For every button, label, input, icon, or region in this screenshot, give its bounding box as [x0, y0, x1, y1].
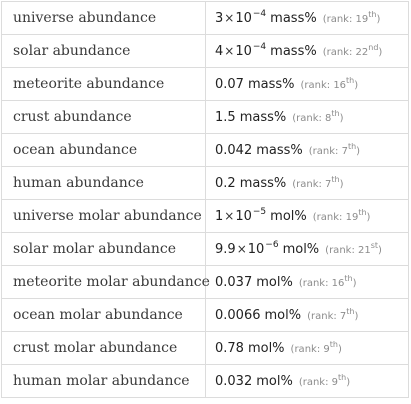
value-unit: mass% — [256, 142, 303, 158]
property-value — [206, 365, 409, 398]
rank-prefix: (rank: — [325, 244, 358, 256]
times-symbol: × — [236, 241, 247, 256]
rank-suffix: ) — [337, 343, 342, 355]
value-number: 0.78 — [215, 340, 244, 356]
value-exponent: −4 — [252, 8, 267, 19]
rank-number: 7 — [341, 145, 348, 157]
rank-number: 9 — [331, 376, 339, 388]
value-exponent: −6 — [265, 239, 279, 250]
rank-prefix: (rank: — [290, 343, 324, 355]
rank-number: 7 — [325, 178, 332, 190]
rank-annotation — [307, 306, 359, 322]
property-value — [206, 68, 409, 101]
table-row — [2, 266, 409, 299]
value-number: 0.042 — [215, 142, 253, 158]
rank-annotation — [322, 9, 381, 25]
property-value — [206, 200, 409, 233]
rank-number: 22 — [355, 46, 369, 58]
times-symbol: × — [224, 43, 235, 58]
property-value — [206, 299, 409, 332]
value-mantissa: 3 — [215, 10, 224, 26]
value-unit: mass% — [239, 175, 287, 191]
times-symbol: × — [224, 208, 235, 223]
rank-suffix: ) — [339, 178, 344, 190]
rank-annotation — [292, 108, 344, 124]
value-number: 0.2 — [215, 175, 236, 191]
rank-prefix: (rank: — [300, 79, 334, 91]
rank-ordinal: th — [331, 174, 340, 184]
rank-ordinal: th — [331, 108, 340, 118]
table-row — [2, 101, 409, 134]
table-row — [2, 134, 409, 167]
rank-prefix: (rank: — [292, 112, 326, 124]
property-value — [206, 266, 409, 299]
table-row — [2, 167, 409, 200]
rank-suffix: ) — [339, 112, 344, 124]
property-label: crust abundance — [2, 101, 206, 134]
property-value — [206, 233, 409, 266]
rank-suffix: ) — [354, 79, 359, 91]
property-value — [206, 35, 409, 68]
property-value — [206, 332, 409, 365]
rank-suffix: ) — [356, 145, 361, 157]
value-exponent: −5 — [252, 206, 267, 217]
rank-ordinal: th — [358, 207, 367, 217]
rank-ordinal: th — [368, 9, 377, 19]
property-label: universe molar abundance — [2, 200, 206, 233]
property-label: human abundance — [2, 167, 206, 200]
rank-annotation — [308, 141, 361, 157]
property-value — [206, 2, 409, 35]
rank-annotation — [322, 42, 383, 58]
rank-ordinal: th — [347, 141, 357, 151]
property-value — [206, 134, 409, 167]
rank-suffix: ) — [378, 244, 382, 256]
value-base: 10 — [235, 43, 252, 59]
property-label: human molar abundance — [2, 365, 206, 398]
rank-annotation — [298, 273, 357, 289]
property-label: solar abundance — [2, 35, 206, 68]
value-exponent: −4 — [252, 41, 267, 52]
value-unit: mass% — [270, 43, 317, 59]
property-value — [206, 101, 409, 134]
rank-ordinal: nd — [368, 42, 379, 52]
rank-annotation — [292, 174, 344, 190]
rank-annotation — [312, 207, 371, 223]
value-unit: mol% — [256, 373, 293, 389]
table-row — [2, 332, 409, 365]
rank-suffix: ) — [354, 310, 359, 322]
rank-suffix: ) — [378, 46, 383, 58]
value-unit: mass% — [247, 76, 295, 92]
table-row — [2, 35, 409, 68]
value-unit: mol% — [270, 208, 307, 224]
rank-prefix: (rank: — [298, 376, 332, 388]
rank-annotation — [325, 240, 382, 256]
value-unit: mol% — [264, 307, 302, 323]
rank-number: 19 — [345, 211, 359, 223]
table-row — [2, 68, 409, 101]
table-row — [2, 299, 409, 332]
rank-prefix: (rank: — [292, 178, 326, 190]
value-unit: mol% — [256, 274, 293, 290]
rank-annotation — [290, 339, 342, 355]
property-label: universe abundance — [2, 2, 206, 35]
rank-number: 9 — [323, 343, 330, 355]
value-mantissa: 1 — [215, 208, 224, 224]
rank-suffix: ) — [346, 376, 351, 388]
rank-ordinal: th — [344, 273, 353, 283]
rank-prefix: (rank: — [298, 277, 332, 289]
abundance-table-body — [2, 2, 409, 398]
table-row — [2, 2, 409, 35]
rank-ordinal: th — [329, 339, 338, 349]
rank-number: 7 — [339, 310, 347, 322]
property-label: meteorite abundance — [2, 68, 206, 101]
value-unit: mass% — [270, 10, 317, 26]
rank-suffix: ) — [366, 211, 371, 223]
rank-prefix: (rank: — [312, 211, 346, 223]
property-label: ocean molar abundance — [2, 299, 206, 332]
value-number: 0.0066 — [215, 307, 261, 323]
rank-suffix: ) — [376, 13, 381, 25]
abundance-table — [1, 1, 409, 398]
rank-ordinal: th — [346, 306, 355, 316]
rank-number: 21 — [358, 244, 371, 256]
property-label: meteorite molar abundance — [2, 266, 206, 299]
rank-prefix: (rank: — [307, 310, 340, 322]
value-mantissa: 9.9 — [215, 241, 236, 257]
rank-prefix: (rank: — [322, 46, 356, 58]
rank-ordinal: th — [346, 75, 355, 85]
rank-annotation — [298, 372, 351, 388]
rank-number: 16 — [333, 79, 347, 91]
rank-ordinal: th — [338, 372, 347, 382]
value-unit: mol% — [282, 241, 320, 257]
value-base: 10 — [247, 241, 265, 257]
rank-number: 19 — [355, 13, 369, 25]
value-mantissa: 4 — [215, 43, 224, 59]
rank-suffix: ) — [352, 277, 357, 289]
rank-number: 8 — [325, 112, 332, 124]
rank-ordinal: st — [370, 240, 379, 250]
table-row — [2, 233, 409, 266]
table-row — [2, 365, 409, 398]
value-number: 0.07 — [215, 76, 244, 92]
value-number: 0.032 — [215, 373, 253, 389]
rank-prefix: (rank: — [308, 145, 342, 157]
value-unit: mass% — [239, 109, 287, 125]
value-base: 10 — [235, 10, 252, 26]
value-unit: mol% — [247, 340, 285, 356]
value-number: 1.5 — [215, 109, 236, 125]
property-value — [206, 167, 409, 200]
value-base: 10 — [235, 208, 252, 224]
value-number: 0.037 — [215, 274, 253, 290]
rank-annotation — [300, 75, 359, 91]
times-symbol: × — [224, 10, 235, 25]
rank-number: 16 — [331, 277, 345, 289]
property-label: ocean abundance — [2, 134, 206, 167]
property-label: crust molar abundance — [2, 332, 206, 365]
property-label: solar molar abundance — [2, 233, 206, 266]
table-row — [2, 200, 409, 233]
rank-prefix: (rank: — [322, 13, 356, 25]
